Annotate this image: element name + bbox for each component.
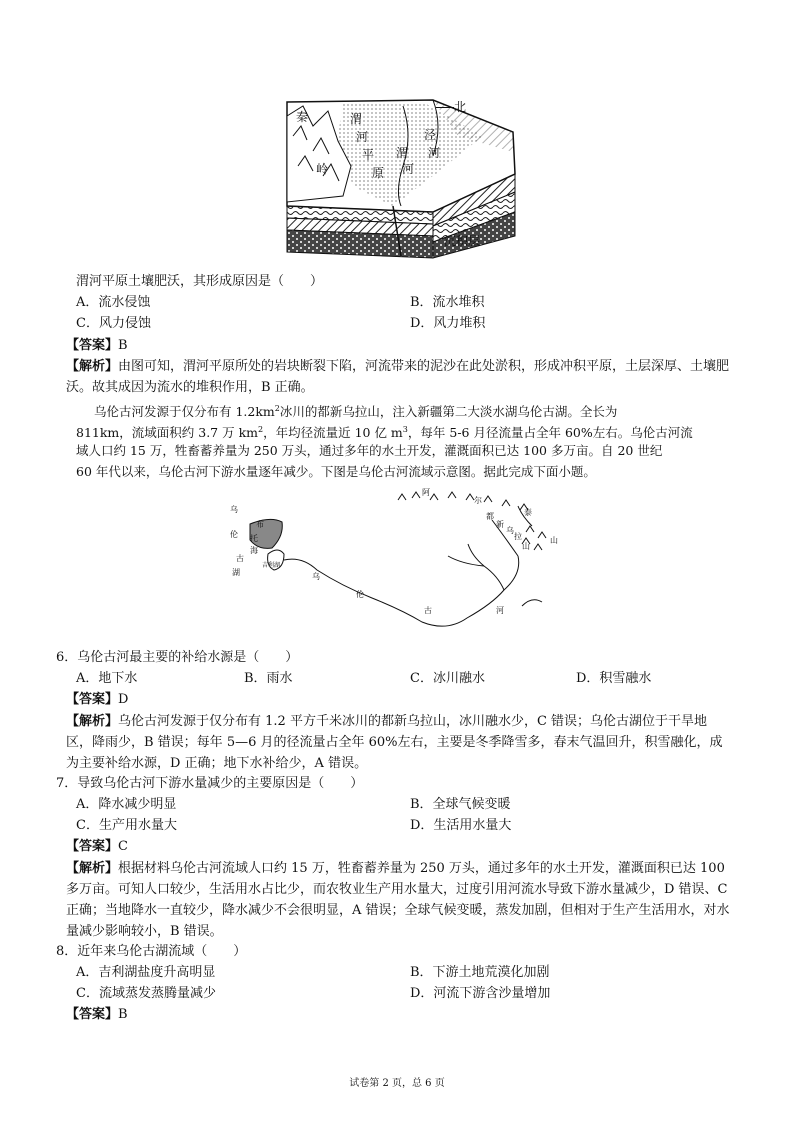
- q8-stem: 8．近年来乌伦古湖流域（ ）: [56, 944, 247, 959]
- q5-option-d: D．风力堆积: [410, 316, 486, 331]
- north-arrow: [436, 98, 466, 115]
- material-line-2: 811km，流域面积约 3.7 万 $km^2$，年均径流量近 10 亿 $m^3$，每年 5-6 月径流量占全年 60%左右。乌伦古河流: [76, 425, 693, 441]
- q5-option-c: C．风力侵蚀: [76, 316, 151, 331]
- q8-option-a: A．吉利湖盐度升高明显: [76, 965, 216, 980]
- map-label-a: 阿: [422, 488, 430, 497]
- label-qin: 秦: [296, 110, 309, 124]
- answer-value: B: [118, 338, 128, 353]
- arrow-icon: [436, 107, 454, 108]
- map-label-tai: 泰: [524, 508, 532, 517]
- label-weihe-plain-2: 河: [356, 130, 369, 144]
- label-weihe-plain-4: 原: [372, 166, 385, 180]
- map-label-wu: 乌: [230, 505, 238, 514]
- label-weihe-plain-3: 平: [362, 148, 375, 162]
- q5-analysis: [66, 356, 730, 398]
- map-label-la: 拉: [514, 532, 522, 541]
- map-label-wu2: 乌: [506, 526, 514, 535]
- weihe-block-diagram: [283, 96, 523, 262]
- label-weihe-1: 渭: [396, 146, 409, 160]
- map-label-hai: 海: [250, 546, 258, 555]
- q6-analysis: 【解析】乌伦古河发源于仅分布有 1.2 平方千米冰川的都新乌拉山，冰川融水少，C 错误；乌伦古湖位于干旱地区，降雨少，B 错误；每年 5—6 月的径流量占全年 60%左右，主要是冬季降雪多，春末气温回升，积雪融化，成为主要补给水源，D 正确；地下水补给少，A 错误。: [66, 714, 723, 771]
- map-label-river-lun: 伦: [356, 590, 364, 599]
- label-he: 河: [428, 146, 441, 160]
- q7-option-c: C．生产用水量大: [76, 818, 177, 833]
- q5-option-a: A．流水侵蚀: [76, 295, 151, 310]
- q7-analysis: 【解析】根据材料乌伦古河流域人口约 15 万，牲畜蓄养量为 250 万头，通过多年的水土开发，灌溉面积已达 100 多万亩。可知人口较少，生活用水占比少，而农牧业生产用水量大，过度引用河流水导致下游水量减少，D 错误、C 正确；当地降水一直较少，降水减少不会很明显，A 错误；全球气候变暖，蒸发加剧，但相对于生产生活用水，对水量减少影响较小，B 错误。: [66, 861, 730, 939]
- q6-option-b: B．雨水: [244, 671, 293, 686]
- analysis-label: 【解析】: [66, 359, 119, 374]
- map-label-jili-lake: 吉利湖: [262, 562, 281, 569]
- map-label-gu: 古: [236, 554, 244, 563]
- page-footer: 试卷第 2 页，总 6 页: [349, 1078, 445, 1089]
- q7-answer: 【答案】C: [66, 839, 128, 854]
- q5-option-b: B．流水堆积: [410, 295, 485, 310]
- map-label-river-he: 河: [496, 606, 504, 615]
- map-label-er: 尔: [474, 496, 482, 505]
- q6-stem: 6．乌伦古河最主要的补给水源是（ ）: [56, 650, 299, 665]
- north-label: 北: [454, 100, 467, 114]
- q8-option-b: B．下游土地荒漠化加剧: [410, 965, 550, 980]
- label-weihe-2: 河: [402, 162, 415, 176]
- map-label-river-wu: 乌: [312, 572, 320, 581]
- answer-label: 【答案】: [66, 338, 119, 353]
- q7-option-a: A．降水减少明显: [76, 797, 177, 812]
- q8-answer: 【答案】B: [66, 1007, 128, 1022]
- label-jing: 泾: [424, 128, 437, 142]
- label-ling: 岭: [316, 162, 329, 176]
- map-label-du: 都: [486, 512, 494, 521]
- material-line-3: 域人口约 15 万，牲畜蓄养量为 250 万头，通过多年的水土开发，灌溉面积已达 100 多万亩。自 20 世纪: [76, 443, 663, 458]
- q6-option-c: C．冰川融水: [410, 671, 485, 686]
- analysis-text: 由图可知，渭河平原所处的岩块断裂下陷，河流带来的泥沙在此处淤积，形成冲积平原，土层深厚、土壤肥沃。故其成因为流水的堆积作用，B 正确。: [66, 359, 730, 395]
- q7-stem: 7．导致乌伦古河下游水量减少的主要原因是（ ）: [56, 776, 364, 791]
- label-weihe-plain-1: 渭: [350, 112, 363, 126]
- map-label-shan: 山: [550, 536, 558, 545]
- label-sediment: 沉积层: [444, 234, 481, 248]
- map-label-bu: 布: [256, 520, 264, 529]
- q6-option-a: A．地下水: [76, 671, 138, 686]
- material-line-1: 乌伦古河发源于仅分布有 $1.2km^2$冰川的都新乌拉山，注入新疆第二大淡水湖乌伦古湖。全长为: [94, 404, 618, 420]
- q8-option-d: D．河流下游含沙量增加: [410, 986, 551, 1001]
- ulungur-basin-map: [222, 486, 562, 636]
- q6-option-d: D．积雪融水: [576, 671, 652, 686]
- q7-option-d: D．生活用水量大: [410, 818, 512, 833]
- q5-answer: [66, 336, 128, 356]
- q6-answer: 【答案】D: [66, 692, 129, 707]
- q8-option-c: C．流域蒸发蒸腾量减少: [76, 986, 216, 1001]
- map-label-xin: 新: [496, 520, 504, 529]
- material-line-4: 60 年代以来，乌伦古河下游水量逐年减少。下图是乌伦古河流域示意图。据此完成下面小题。: [76, 464, 596, 479]
- map-label-tuo: 托: [250, 534, 258, 543]
- map-label-river-gu: 古: [424, 606, 432, 615]
- map-label-lun: 伦: [230, 530, 238, 539]
- map-label-shan2: 山: [522, 542, 530, 551]
- map-label-hu: 湖: [232, 568, 240, 577]
- q5-stem: 渭河平原土壤肥沃，其形成原因是（ ）: [76, 274, 324, 289]
- q7-option-b: B．全球气候变暖: [410, 797, 511, 812]
